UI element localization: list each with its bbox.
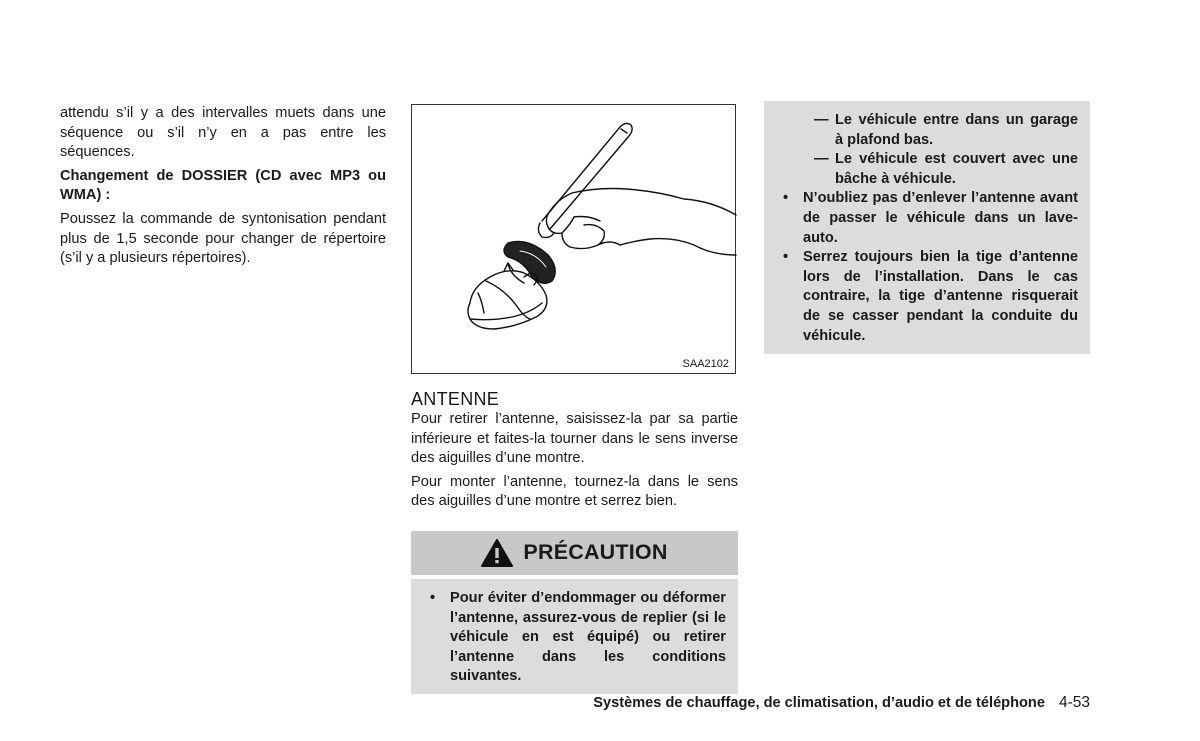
condition-text: Le véhicule est couvert avec une bâche à véhicule. [835,151,1078,187]
note-car-wash [776,189,1078,248]
paragraph-folder-change: Poussez la commande de syntonisation pendant plus de 1,5 seconde pour changer de répertoire (s’il y a plusieurs répertoires). [60,210,386,267]
antenna-illustration [411,104,736,374]
left-column [60,104,386,269]
footer-chapter-title: Systèmes de chauffage, de climatisation, d’audio et de téléphone [593,695,1045,711]
caution-item-text: Pour éviter d’endommager ou déformer l’antenne, assurez-vous de replier (si le véhicule en est équipé) ou retirer l’antenne dans les conditions suivantes. [450,589,726,685]
antenna-removal-drawing [412,105,737,375]
bullet-marker: • [430,589,436,606]
bullet-marker: • [783,190,789,207]
figure-code: SAA2102 [682,358,729,370]
section-heading-antenna: ANTENNE [411,389,500,409]
page-footer [593,694,1090,712]
dash-marker: — [814,112,829,128]
bullet-marker: • [783,249,789,266]
middle-column [411,104,738,694]
paragraph-install-antenna: Pour monter l’antenne, tournez-la dans le sens des aiguilles d’une montre et serrez bien. [411,473,738,510]
caution-header [411,531,738,575]
caution-body [411,579,738,694]
subheading-folder-change: Changement de DOSSIER (CD avec MP3 ou WMA) : [60,167,386,204]
warning-triangle-icon [481,539,513,567]
note-tighten-rod [776,248,1078,346]
paragraph-intervals: attendu s’il y a des intervalles muets dans une séquence ou s’il n’y en a pas entre les séquences. [60,105,386,161]
caution-item [423,589,726,687]
page-number: 4-53 [1058,694,1090,711]
caution-title: PRÉCAUTION [523,540,668,565]
condition-low-ceiling [776,111,1078,150]
conditions-box [764,101,1090,354]
note-text: N’oubliez pas d’enlever l’antenne avant de passer le véhicule dans un lave-auto. [803,190,1078,246]
right-column [764,101,1090,354]
condition-vehicle-cover [776,150,1078,189]
paragraph-remove-antenna: Pour retirer l’antenne, saisissez-la par sa partie inférieure et faites-la tourner dans le sens inverse des aiguilles d’une montre. [411,411,738,467]
dash-marker: — [814,151,829,168]
condition-text: Le véhicule entre dans un garage à plafond bas. [835,112,1078,148]
caution-box [411,531,738,694]
note-text: Serrez toujours bien la tige d’antenne lors de l’installation. Dans le cas contraire, la tige d’antenne risquerait de se casser pendant la conduite du véhicule. [803,249,1078,344]
